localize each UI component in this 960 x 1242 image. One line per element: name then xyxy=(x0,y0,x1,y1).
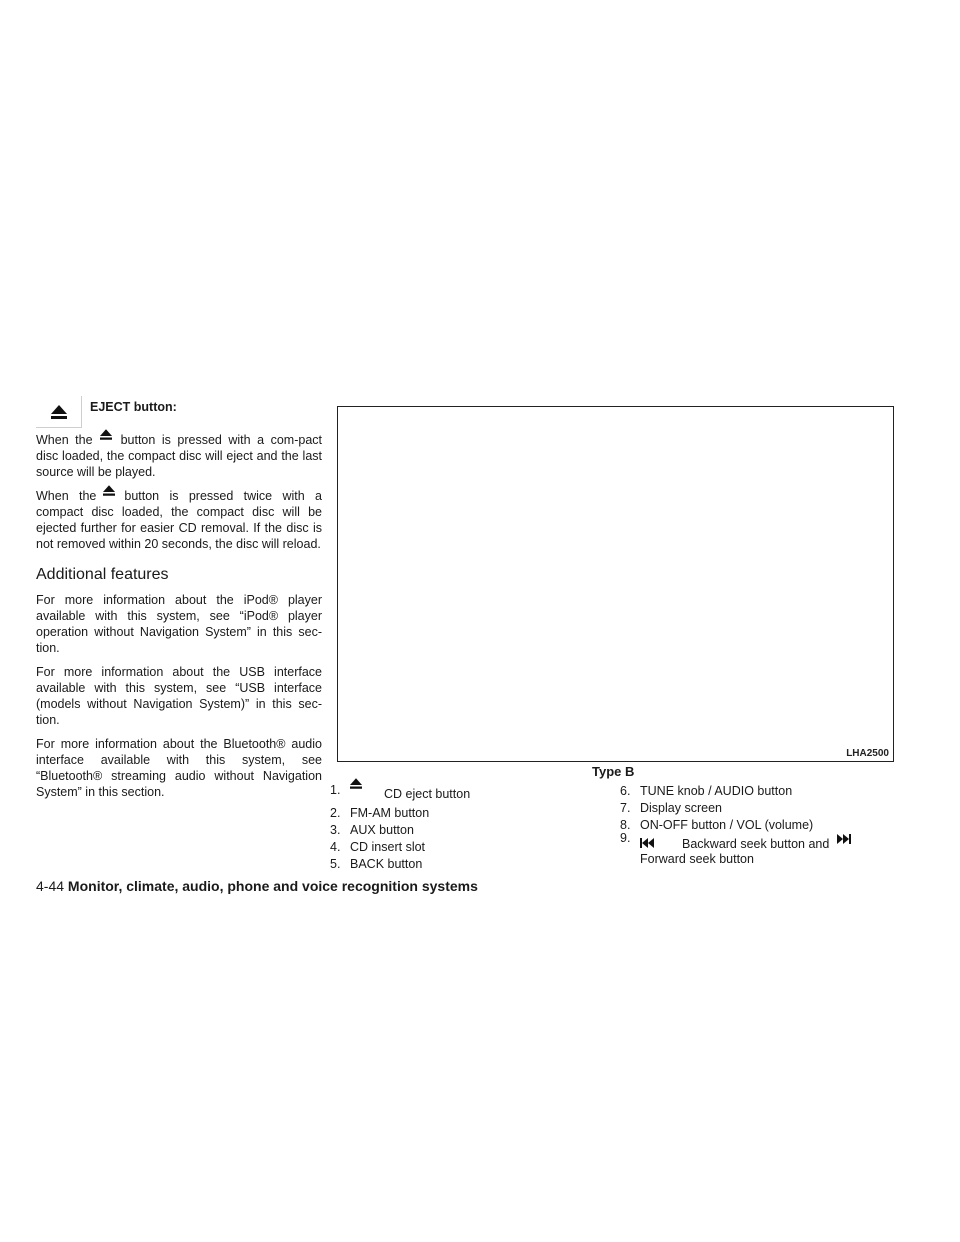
eject-icon-box xyxy=(36,396,82,428)
legend-right xyxy=(620,783,890,868)
additional-features-heading: Additional features xyxy=(36,566,169,583)
eject-icon xyxy=(350,778,362,789)
legend-num: 2. xyxy=(330,806,341,821)
seek-forward-icon xyxy=(837,834,851,844)
legend-label: Backward seek button and xyxy=(682,837,830,851)
legend-num: 4. xyxy=(330,840,341,855)
eject-heading-text: EJECT button: xyxy=(90,400,177,414)
additional-paragraph-usb: For more information about the USB interface available with this system, see “USB interface (models without Navigation System)” in this sec-tion. xyxy=(36,665,322,727)
legend-item-6 xyxy=(620,783,890,800)
eject-heading xyxy=(36,396,322,432)
legend-label: FM-AM button xyxy=(350,806,430,821)
legend-num: 3. xyxy=(330,823,341,838)
legend-label: ON-OFF button / VOL (volume) xyxy=(640,818,814,832)
legend-label: CD insert slot xyxy=(350,840,426,855)
figure-caption: Type B xyxy=(592,764,635,779)
legend-num: 8. xyxy=(620,818,631,832)
seek-backward-icon xyxy=(640,838,654,848)
eject-icon xyxy=(51,405,67,419)
page-number: 4-44 xyxy=(36,878,65,894)
eject-icon xyxy=(103,485,115,496)
eject-paragraph-2 xyxy=(36,488,322,552)
legend-num: 9. xyxy=(620,831,631,845)
footer-title: Monitor, climate, audio, phone and voice recognition systems xyxy=(67,878,478,894)
left-column xyxy=(36,396,322,808)
legend-item-1 xyxy=(330,782,550,799)
eject-p1-end: button is pressed with a com-pact disc loaded, the compact disc will eject and the last source will be played. xyxy=(36,433,322,479)
eject-p1-start: When the xyxy=(36,433,93,447)
figure-code: LHA2500 xyxy=(846,748,889,759)
audio-unit-figure xyxy=(337,406,894,762)
additional-paragraph-ipod: For more information about the iPod® player available with this system, see “iPod® player operation without Navigation System” in this sec-tion. xyxy=(36,593,322,655)
additional-paragraph-bluetooth: For more information about the Bluetooth® audio interface available with this system, see “Bluetooth® streaming audio without Navigation System” in this section. xyxy=(36,737,322,799)
legend-label: TUNE knob / AUDIO button xyxy=(640,784,793,798)
legend-num: 5. xyxy=(330,857,341,872)
legend-label: Forward seek button xyxy=(640,852,754,867)
legend-num: 6. xyxy=(620,784,631,798)
legend-item-9 xyxy=(620,831,890,851)
legend-label: CD eject button xyxy=(384,787,471,801)
legend-num: 7. xyxy=(620,801,631,815)
legend-label: AUX button xyxy=(350,823,414,838)
legend-item-7 xyxy=(620,800,890,817)
eject-p2-end: button is pressed twice with a compact disc loaded, the compact disc will be ejected further for easier CD removal. If the disc is not removed within 20 seconds, the disc will reload. xyxy=(36,489,322,551)
legend-item-5 xyxy=(330,856,550,873)
eject-paragraph-1 xyxy=(36,432,322,480)
legend-item-4 xyxy=(330,839,550,856)
legend-num: 1. xyxy=(330,783,341,797)
legend-item-3 xyxy=(330,822,550,839)
legend-label: BACK button xyxy=(350,857,423,872)
eject-p2-start: When the xyxy=(36,489,97,503)
legend-label: Display screen xyxy=(640,801,722,815)
legend-item-2 xyxy=(330,805,550,822)
legend-left xyxy=(330,783,550,873)
eject-icon xyxy=(100,429,112,440)
page-footer xyxy=(36,878,478,894)
legend-item-9-continued xyxy=(620,851,890,868)
